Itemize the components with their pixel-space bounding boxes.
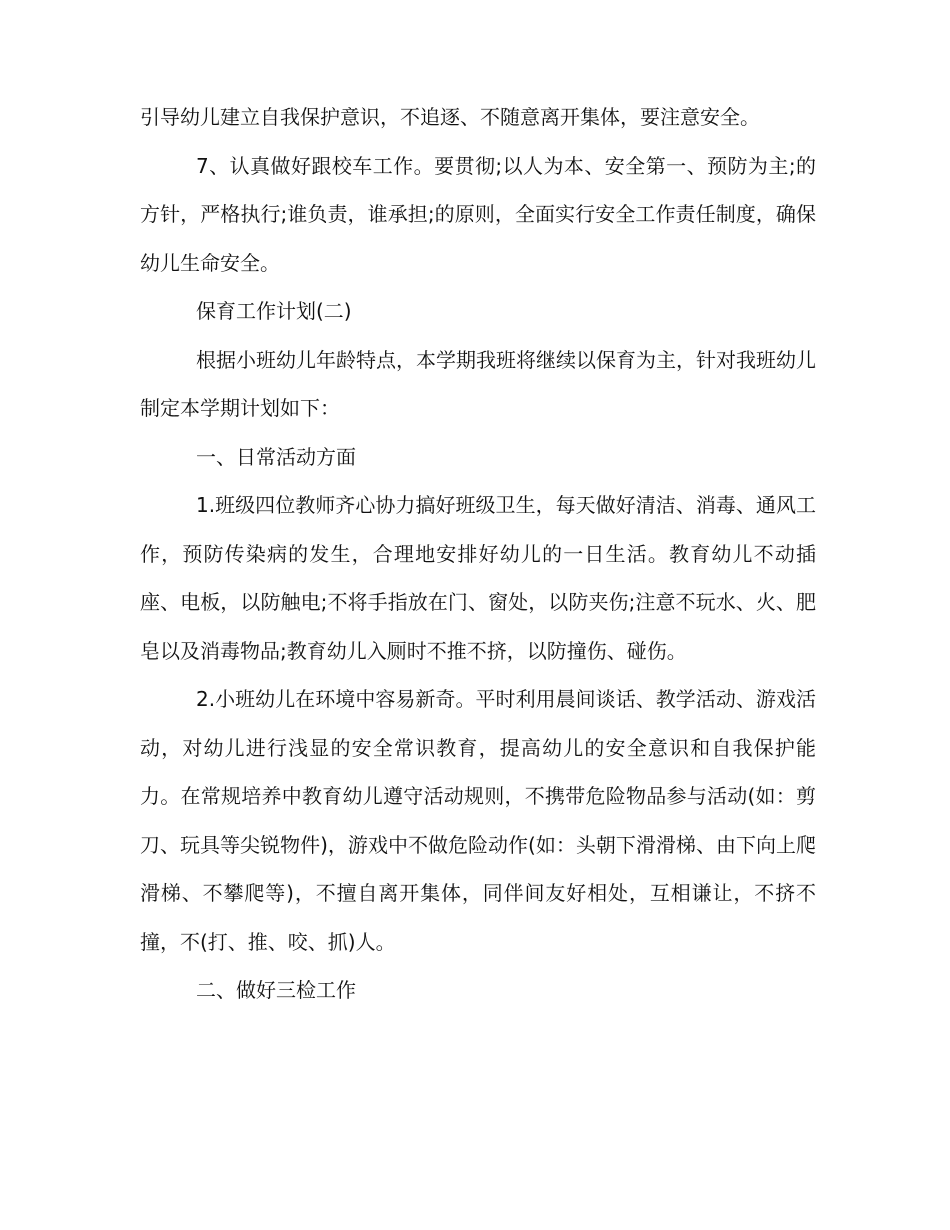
paragraph-intro: 根据小班幼儿年龄特点，本学期我班将继续以保育为主，针对我班幼儿制定本学期计划如下： bbox=[140, 347, 816, 420]
paragraph-continuation: 引导幼儿建立自我保护意识，不追逐、不随意离开集体，要注意安全。 bbox=[140, 105, 760, 129]
section-heading-daily-activities: 一、日常活动方面 bbox=[196, 444, 356, 469]
paragraph-item-1: 1.班级四位教师齐心协力搞好班级卫生，每天做好清洁、消毒、通风工作，预防传染病的发生，合理地安排好幼儿的一日生活。教育幼儿不动插座、电板，以防触电;不将手指放在门、窗处，以防夹伤;注意不玩水、火、肥皂以及消毒物品;教育幼儿入厕时不推不挤，以防撞伤、碰伤。 bbox=[140, 493, 816, 663]
section-heading-plan-two: 保育工作计划(二) bbox=[196, 299, 352, 323]
paragraph-item-7: 7、认真做好跟校车工作。要贯彻;以人为本、安全第一、预防为主;的方针，严格执行;谁负责，谁承担;的原则，全面实行安全工作责任制度，确保幼儿生命安全。 bbox=[140, 153, 816, 275]
document-body bbox=[140, 93, 816, 1015]
paragraph-item-2: 2.小班幼儿在环境中容易新奇。平时利用晨间谈话、教学活动、游戏活动，对幼儿进行浅显的安全常识教育，提高幼儿的安全意识和自我保护能力。在常规培养中教育幼儿遵守活动规则，不携带危险物品参与活动(如：剪刀、玩具等尖锐物件)，游戏中不做危险动作(如：头朝下滑滑梯、由下向上爬滑梯、不攀爬等)，不擅自离开集体，同伴间友好相处，互相谦让，不挤不撞，不(打、推、咬、抓)人。 bbox=[140, 687, 816, 954]
section-heading-three-checks: 二、做好三检工作 bbox=[196, 978, 356, 1002]
